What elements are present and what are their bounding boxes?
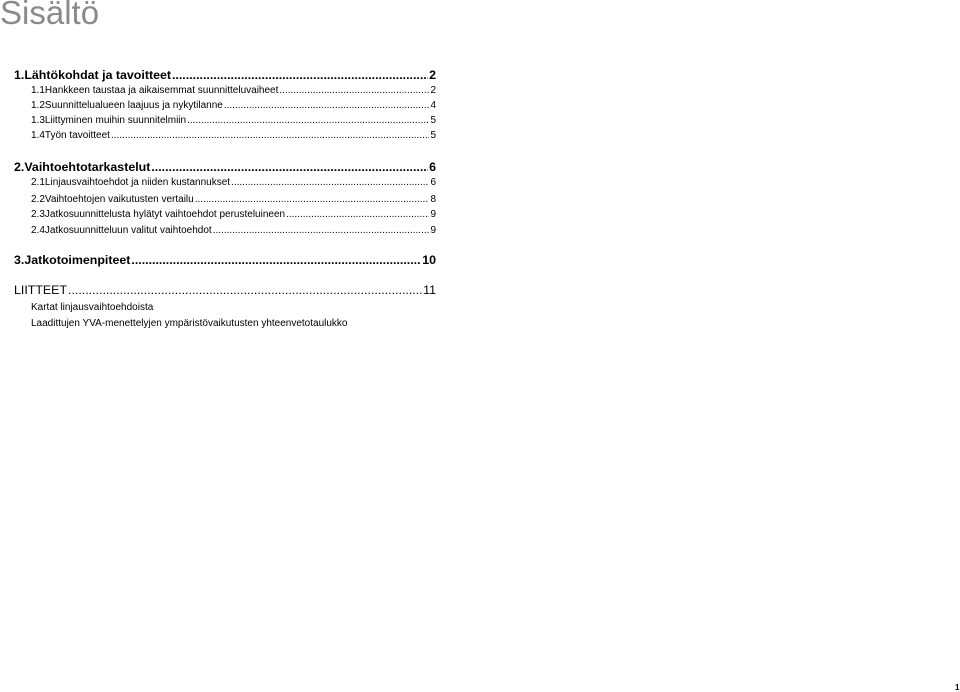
toc-entry-2-4[interactable] (31, 225, 436, 236)
toc-entry-page: 4 (430, 100, 436, 111)
toc-dot-leader (213, 225, 430, 236)
toc-entry-2-1[interactable] (31, 177, 436, 188)
toc-entry-number: 3. (14, 253, 25, 267)
toc-entry-appendices[interactable] (14, 283, 436, 297)
toc-entry-number: 1.1 (31, 85, 45, 96)
toc-entry-title: Lähtökohdat ja tavoitteet (24, 68, 171, 82)
toc-entry-number: 1.4 (31, 130, 45, 141)
toc-dot-leader (224, 100, 430, 111)
toc-entry-number: 2.1 (31, 177, 45, 188)
toc-dot-leader (131, 253, 421, 267)
toc-entry-title: Linjausvaihtoehdot ja niiden kustannukset (44, 177, 231, 188)
page-title: Sisältö (0, 0, 100, 31)
toc-entry-number: 2.2 (31, 194, 45, 205)
toc-entry-1-2[interactable] (31, 100, 436, 111)
toc-entry-page: 5 (430, 130, 436, 141)
toc-entry-title: Jatkosuunnitteluun valitut vaihtoehdot (44, 225, 212, 236)
toc-entry-number: 1.2 (31, 100, 45, 111)
toc-entry-3[interactable] (14, 253, 436, 267)
toc-entry-1[interactable] (14, 68, 436, 82)
toc-entry-title: Jatkotoimenpiteet (24, 253, 131, 267)
toc-entry-title: Työn tavoitteet (44, 130, 110, 141)
toc-entry-page: 2 (429, 68, 436, 82)
toc-dot-leader (68, 283, 422, 297)
toc-entry-title: Vaihtoehtojen vaikutusten vertailu (44, 194, 194, 205)
toc-entry-page: 5 (430, 115, 436, 126)
toc-entry-page: 11 (423, 283, 436, 297)
toc-entry-page: 6 (429, 160, 436, 174)
page-number: 1 (955, 683, 960, 692)
toc-entry-number: 1.3 (31, 115, 45, 126)
toc-entry-1-3[interactable] (31, 115, 436, 126)
toc-entry-number: 1. (14, 68, 25, 82)
toc-entry-title: Jatkosuunnittelusta hylätyt vaihtoehdot perusteluineen (44, 209, 286, 220)
toc-entry-title: Vaihtoehtotarkastelut (24, 160, 151, 174)
toc-entry-1-4[interactable] (31, 130, 436, 141)
toc-entry-number: 2. (14, 160, 25, 174)
toc-entry-page: 9 (430, 225, 436, 236)
toc-dot-leader (172, 68, 428, 82)
toc-entry-2-2[interactable] (31, 194, 436, 205)
appendix-item: Kartat linjausvaihtoehdoista (31, 302, 154, 313)
toc-entry-title: LIITTEET (14, 283, 68, 297)
toc-entry-2-3[interactable] (31, 209, 436, 220)
toc-entry-page: 9 (430, 209, 436, 220)
toc-entry-title: Suunnittelualueen laajuus ja nykytilanne (44, 100, 223, 111)
toc-dot-leader (286, 209, 429, 220)
toc-entry-page: 2 (430, 85, 436, 96)
toc-dot-leader (187, 115, 429, 126)
toc-dot-leader (151, 160, 428, 174)
toc-entry-number: 2.4 (31, 225, 45, 236)
toc-dot-leader (111, 130, 429, 141)
appendix-item: Laadittujen YVA-menettelyjen ympäristövaikutusten yhteenvetotaulukko (31, 318, 348, 329)
toc-dot-leader (231, 177, 429, 188)
toc-entry-page: 10 (422, 253, 436, 267)
toc-entry-1-1[interactable] (31, 85, 436, 96)
toc-dot-leader (195, 194, 430, 205)
toc-entry-page: 6 (430, 177, 436, 188)
toc-entry-number: 2.3 (31, 209, 45, 220)
toc-dot-leader (279, 85, 429, 96)
toc-entry-title: Liittyminen muihin suunnitelmiin (44, 115, 187, 126)
toc-entry-2[interactable] (14, 160, 436, 174)
toc-entry-title: Hankkeen taustaa ja aikaisemmat suunnitteluvaiheet (44, 85, 279, 96)
toc-entry-page: 8 (430, 194, 436, 205)
